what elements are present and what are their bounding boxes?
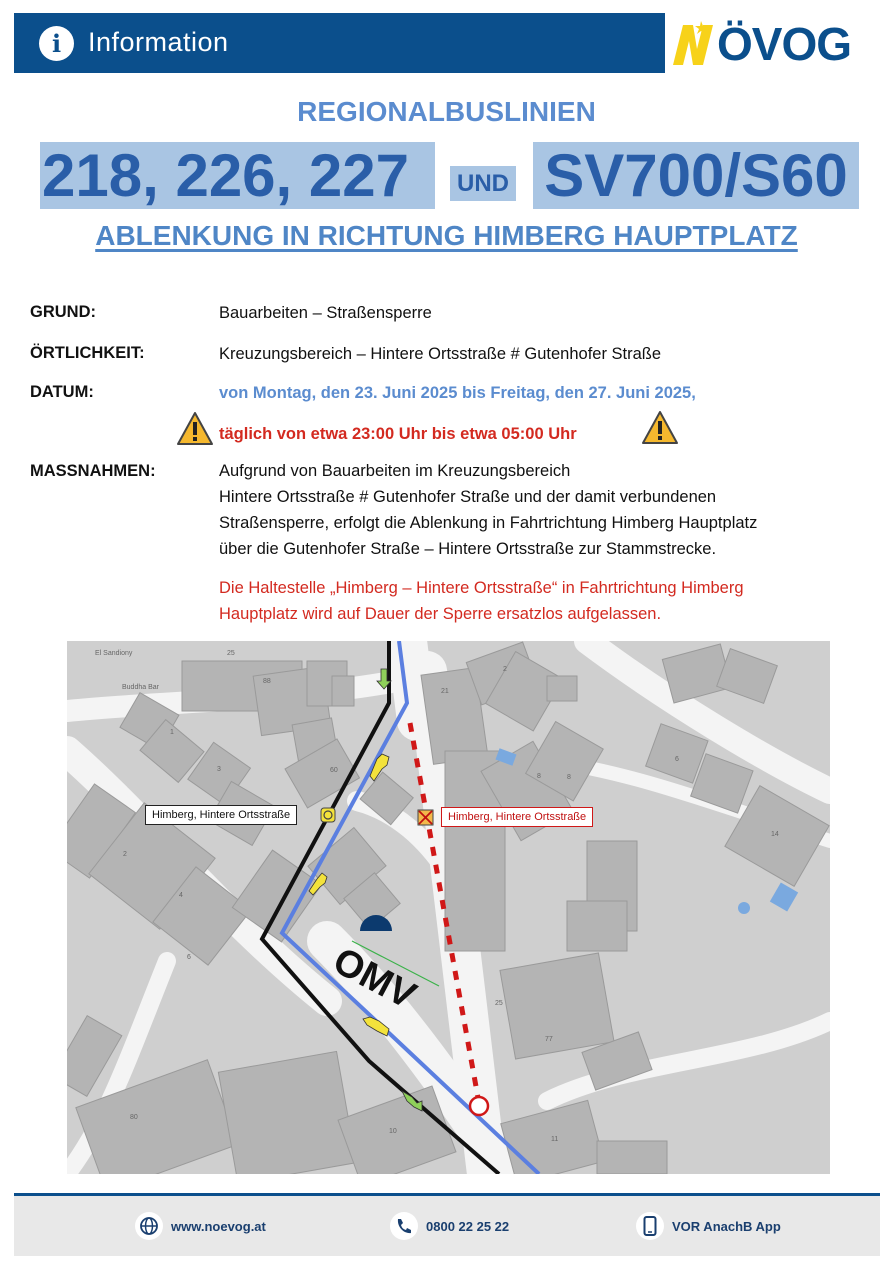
lines-b: SV700/S60 (533, 142, 859, 209)
house-number: 14 (771, 831, 779, 838)
massnahmen-line: Aufgrund von Bauarbeiten im Kreuzungsbereich (219, 462, 571, 480)
info-icon: i (39, 26, 74, 61)
header-info-label: Information (88, 27, 229, 57)
stop-notice (219, 575, 744, 627)
time-value: täglich von etwa 23:00 Uhr bis etwa 05:00 Uhr (219, 425, 577, 443)
house-number: 77 (545, 1036, 553, 1043)
ort-label: ÖRTLICHKEIT: (30, 344, 145, 362)
footer-app-text[interactable]: VOR AnachB App (672, 1218, 781, 1234)
notice-line: Hauptplatz wird auf Dauer der Sperre ersatzlos aufgelassen. (219, 605, 662, 623)
subtitle: REGIONALBUSLINIEN (297, 96, 596, 127)
house-number: 4 (179, 892, 183, 899)
datum-label: DATUM: (30, 383, 94, 401)
house-number: 8 (537, 773, 541, 780)
footer-web[interactable] (135, 1212, 266, 1240)
omv-text: OMV (326, 939, 423, 1018)
grund-label: GRUND: (30, 303, 96, 321)
massnahmen-line: über die Gutenhofer Straße – Hintere Ortsstraße zur Stammstrecke. (219, 540, 717, 558)
house-number: 2 (123, 851, 127, 858)
house-number: 11 (551, 1136, 559, 1143)
house-number: 3 (217, 766, 221, 773)
house-number: 1 (170, 729, 174, 736)
map-street-label: El Sandiony (95, 650, 133, 657)
notice-line: Die Haltestelle „Himberg – Hintere Ortsstraße“ in Fahrtrichtung Himberg (219, 579, 744, 597)
phone-icon (390, 1212, 418, 1240)
house-number: 25 (227, 650, 235, 657)
lines-a: 218, 226, 227 (40, 142, 435, 209)
map-street-label: Buddha Bar (122, 684, 159, 691)
house-number: 21 (441, 688, 449, 695)
footer-phone[interactable] (390, 1212, 509, 1240)
house-number: 25 (495, 1000, 503, 1007)
closed-stop-label: Himberg, Hintere Ortsstraße (441, 807, 593, 827)
house-number: 88 (263, 678, 271, 685)
header-bar (14, 13, 880, 73)
massnahmen-label: MASSNAHMEN: (30, 462, 156, 480)
warning-icon (176, 411, 214, 447)
house-number: 6 (187, 954, 191, 961)
house-number: 80 (130, 1114, 138, 1121)
massnahmen-line: Straßensperre, erfolgt die Ablenkung in Fahrtrichtung Himberg Hauptplatz (219, 514, 758, 532)
smartphone-icon (636, 1212, 664, 1240)
detour-title-text: ABLENKUNG IN RICHTUNG HIMBERG HAUPTPLATZ (95, 220, 798, 251)
map-graphic (67, 641, 830, 1174)
footer-bar (14, 1196, 880, 1256)
detour-map (67, 641, 830, 1174)
house-number: 10 (389, 1128, 397, 1135)
footer-web-text[interactable]: www.noevog.at (171, 1218, 266, 1234)
house-number: 2 (503, 666, 507, 673)
house-number: 6 (675, 756, 679, 763)
grund-value: Bauarbeiten – Straßensperre (219, 304, 432, 322)
globe-icon (135, 1212, 163, 1240)
logo-n-icon (671, 19, 715, 67)
massnahmen-line: Hintere Ortsstraße # Gutenhofer Straße und der damit verbundenen (219, 488, 717, 506)
footer-phone-text[interactable]: 0800 22 25 22 (426, 1218, 510, 1234)
noevog-logo (665, 13, 880, 73)
massnahmen-text (219, 458, 757, 562)
new-stop-label: Himberg, Hintere Ortsstraße (145, 805, 297, 825)
datum-value: von Montag, den 23. Juni 2025 bis Freitag, den 27. Juni 2025, (219, 384, 696, 402)
house-number: 60 (330, 767, 338, 774)
lines-connector: UND (450, 166, 516, 201)
footer-app[interactable] (636, 1212, 781, 1240)
logo-text: ÖVOG (717, 18, 852, 70)
house-number: 8 (567, 774, 571, 781)
ort-value: Kreuzungsbereich – Hintere Ortsstraße # Gutenhofer Straße (219, 345, 662, 363)
detour-title (0, 220, 893, 252)
warning-icon (641, 410, 679, 446)
